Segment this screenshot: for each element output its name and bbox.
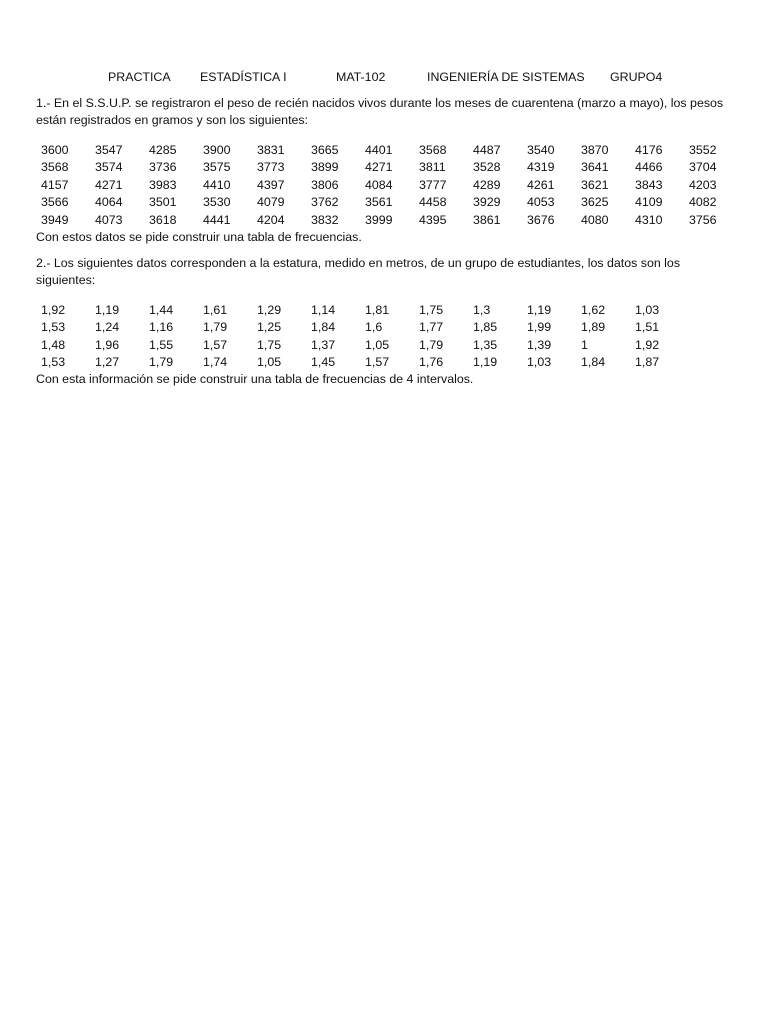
table-cell: 4458 xyxy=(419,195,447,210)
header-practica: PRACTICA xyxy=(108,70,171,84)
table-cell: 3552 xyxy=(689,143,717,157)
table-cell: 3870 xyxy=(581,143,609,157)
table-row xyxy=(36,337,684,354)
table-cell: 3528 xyxy=(473,160,501,175)
table-cell: 3861 xyxy=(473,212,501,227)
table-cell: 1,55 xyxy=(149,337,174,352)
table-cell: 1,19 xyxy=(95,303,120,317)
table-cell: 4261 xyxy=(527,177,555,192)
table-cell: 4203 xyxy=(689,177,717,192)
table-cell: 3600 xyxy=(41,143,69,157)
table-cell: 4079 xyxy=(257,195,285,210)
table-row xyxy=(36,354,684,371)
table-row xyxy=(36,194,738,211)
table-cell: 1,79 xyxy=(419,337,444,352)
height-table xyxy=(36,302,684,372)
table-cell: 1,87 xyxy=(635,355,660,370)
table-cell: 3929 xyxy=(473,195,501,210)
table-cell: 3540 xyxy=(527,143,555,157)
table-row xyxy=(36,142,738,159)
table-cell: 3566 xyxy=(41,195,69,210)
table-row xyxy=(36,212,738,229)
table-cell: 4157 xyxy=(41,177,69,192)
table-cell: 1,84 xyxy=(311,320,336,335)
table-cell: 3501 xyxy=(149,195,177,210)
table-cell: 1,62 xyxy=(581,303,606,317)
table-cell: 3676 xyxy=(527,212,555,227)
table-cell: 3806 xyxy=(311,177,339,192)
table-cell: 1,57 xyxy=(365,355,390,370)
table-cell: 1,57 xyxy=(203,337,228,352)
table-cell: 4109 xyxy=(635,195,663,210)
table-cell: 1,76 xyxy=(419,355,444,370)
table-cell: 1,92 xyxy=(635,337,660,352)
table-cell: 3574 xyxy=(95,160,123,175)
table-cell: 3625 xyxy=(581,195,609,210)
table-cell: 3641 xyxy=(581,160,609,175)
table-cell: 4319 xyxy=(527,160,555,175)
table-cell: 3949 xyxy=(41,212,69,227)
table-cell: 4310 xyxy=(635,212,663,227)
table-cell: 3762 xyxy=(311,195,339,210)
problem-1-instruction: Con estos datos se pide construir una tabla de frecuencias. xyxy=(36,230,362,244)
table-cell: 1,03 xyxy=(527,355,552,370)
table-cell: 1,19 xyxy=(527,303,552,317)
table-cell: 4410 xyxy=(203,177,231,192)
table-cell: 3736 xyxy=(149,160,177,175)
table-cell: 3561 xyxy=(365,195,393,210)
table-cell: 3756 xyxy=(689,212,717,227)
table-cell: 3773 xyxy=(257,160,285,175)
birth-weight-table xyxy=(36,142,738,229)
table-cell: 1,74 xyxy=(203,355,228,370)
problem-2-instruction: Con esta información se pide construir una tabla de frecuencias de 4 intervalos. xyxy=(36,372,474,386)
table-cell: 1,77 xyxy=(419,320,444,335)
table-cell: 1,92 xyxy=(41,303,66,317)
header-grupo: GRUPO4 xyxy=(610,70,663,84)
table-cell: 1,39 xyxy=(527,337,552,352)
problem-2-statement: 2.- Los siguientes datos corresponden a la estatura, medido en metros, de un grupo de estudiantes, los datos son los siguientes: xyxy=(36,256,681,288)
table-cell: 4084 xyxy=(365,177,393,192)
table-cell: 1,27 xyxy=(95,355,120,370)
table-cell: 3843 xyxy=(635,177,663,192)
table-cell: 1,53 xyxy=(41,355,66,370)
table-cell: 1,19 xyxy=(473,355,498,370)
table-cell: 4397 xyxy=(257,177,285,192)
table-cell: 1,96 xyxy=(95,337,120,352)
table-cell: 1,51 xyxy=(635,320,660,335)
header-carrera: INGENIERÍA DE SISTEMAS xyxy=(427,70,585,84)
table-cell: 1,99 xyxy=(527,320,552,335)
table-cell: 1,48 xyxy=(41,337,66,352)
table-cell: 1,53 xyxy=(41,320,66,335)
table-cell: 3899 xyxy=(311,160,339,175)
table-cell: 4073 xyxy=(95,212,123,227)
document-header xyxy=(0,69,768,87)
table-cell: 1 xyxy=(581,337,588,352)
table-cell: 3999 xyxy=(365,212,393,227)
table-cell: 1,3 xyxy=(473,303,491,317)
table-cell: 1,05 xyxy=(257,355,282,370)
table-cell: 3575 xyxy=(203,160,231,175)
table-cell: 3621 xyxy=(581,177,609,192)
table-cell: 4285 xyxy=(149,143,177,157)
table-cell: 1,61 xyxy=(203,303,228,317)
table-cell: 1,25 xyxy=(257,320,282,335)
header-sigla: MAT-102 xyxy=(336,70,386,84)
table-cell: 1,44 xyxy=(149,303,174,317)
table-cell: 3832 xyxy=(311,212,339,227)
table-cell: 4441 xyxy=(203,212,231,227)
header-materia: ESTADÍSTICA I xyxy=(200,70,287,84)
table-cell: 1,45 xyxy=(311,355,336,370)
table-cell: 3777 xyxy=(419,177,447,192)
table-cell: 1,84 xyxy=(581,355,606,370)
table-cell: 4271 xyxy=(95,177,123,192)
table-cell: 4395 xyxy=(419,212,447,227)
table-cell: 1,81 xyxy=(365,303,390,317)
table-row xyxy=(36,177,738,194)
table-row xyxy=(36,319,684,336)
table-cell: 3704 xyxy=(689,160,717,175)
table-cell: 1,85 xyxy=(473,320,498,335)
table-cell: 3811 xyxy=(419,160,446,175)
table-cell: 1,75 xyxy=(419,303,444,317)
table-cell: 4176 xyxy=(635,143,663,157)
table-row xyxy=(36,302,684,319)
table-cell: 1,03 xyxy=(635,303,660,317)
table-cell: 3530 xyxy=(203,195,231,210)
table-cell: 1,05 xyxy=(365,337,390,352)
table-cell: 3831 xyxy=(257,143,285,157)
table-cell: 3983 xyxy=(149,177,177,192)
table-cell: 3568 xyxy=(419,143,447,157)
table-cell: 4401 xyxy=(365,143,393,157)
table-cell: 3568 xyxy=(41,160,69,175)
table-cell: 3618 xyxy=(149,212,177,227)
table-cell: 4289 xyxy=(473,177,501,192)
table-cell: 1,6 xyxy=(365,320,383,335)
table-cell: 4053 xyxy=(527,195,555,210)
table-cell: 4080 xyxy=(581,212,609,227)
table-cell: 4271 xyxy=(365,160,393,175)
table-cell: 4064 xyxy=(95,195,123,210)
problem-1-statement: 1.- En el S.S.U.P. se registraron el peso de recién nacidos vivos durante los meses de cuarentena (marzo a mayo), los pesos están registrados en gramos y son los siguientes: xyxy=(36,96,724,128)
table-cell: 1,29 xyxy=(257,303,282,317)
table-cell: 1,75 xyxy=(257,337,282,352)
table-cell: 4487 xyxy=(473,143,501,157)
table-cell: 1,14 xyxy=(311,303,336,317)
table-cell: 1,37 xyxy=(311,337,336,352)
table-cell: 1,24 xyxy=(95,320,120,335)
table-cell: 4204 xyxy=(257,212,285,227)
table-row xyxy=(36,159,738,176)
table-cell: 1,79 xyxy=(149,355,174,370)
table-cell: 3547 xyxy=(95,143,123,157)
table-cell: 3900 xyxy=(203,143,231,157)
table-cell: 1,89 xyxy=(581,320,606,335)
table-cell: 4082 xyxy=(689,195,717,210)
table-cell: 1,79 xyxy=(203,320,228,335)
table-cell: 4466 xyxy=(635,160,663,175)
table-cell: 3665 xyxy=(311,143,339,157)
table-cell: 1,16 xyxy=(149,320,174,335)
table-cell: 1,35 xyxy=(473,337,498,352)
